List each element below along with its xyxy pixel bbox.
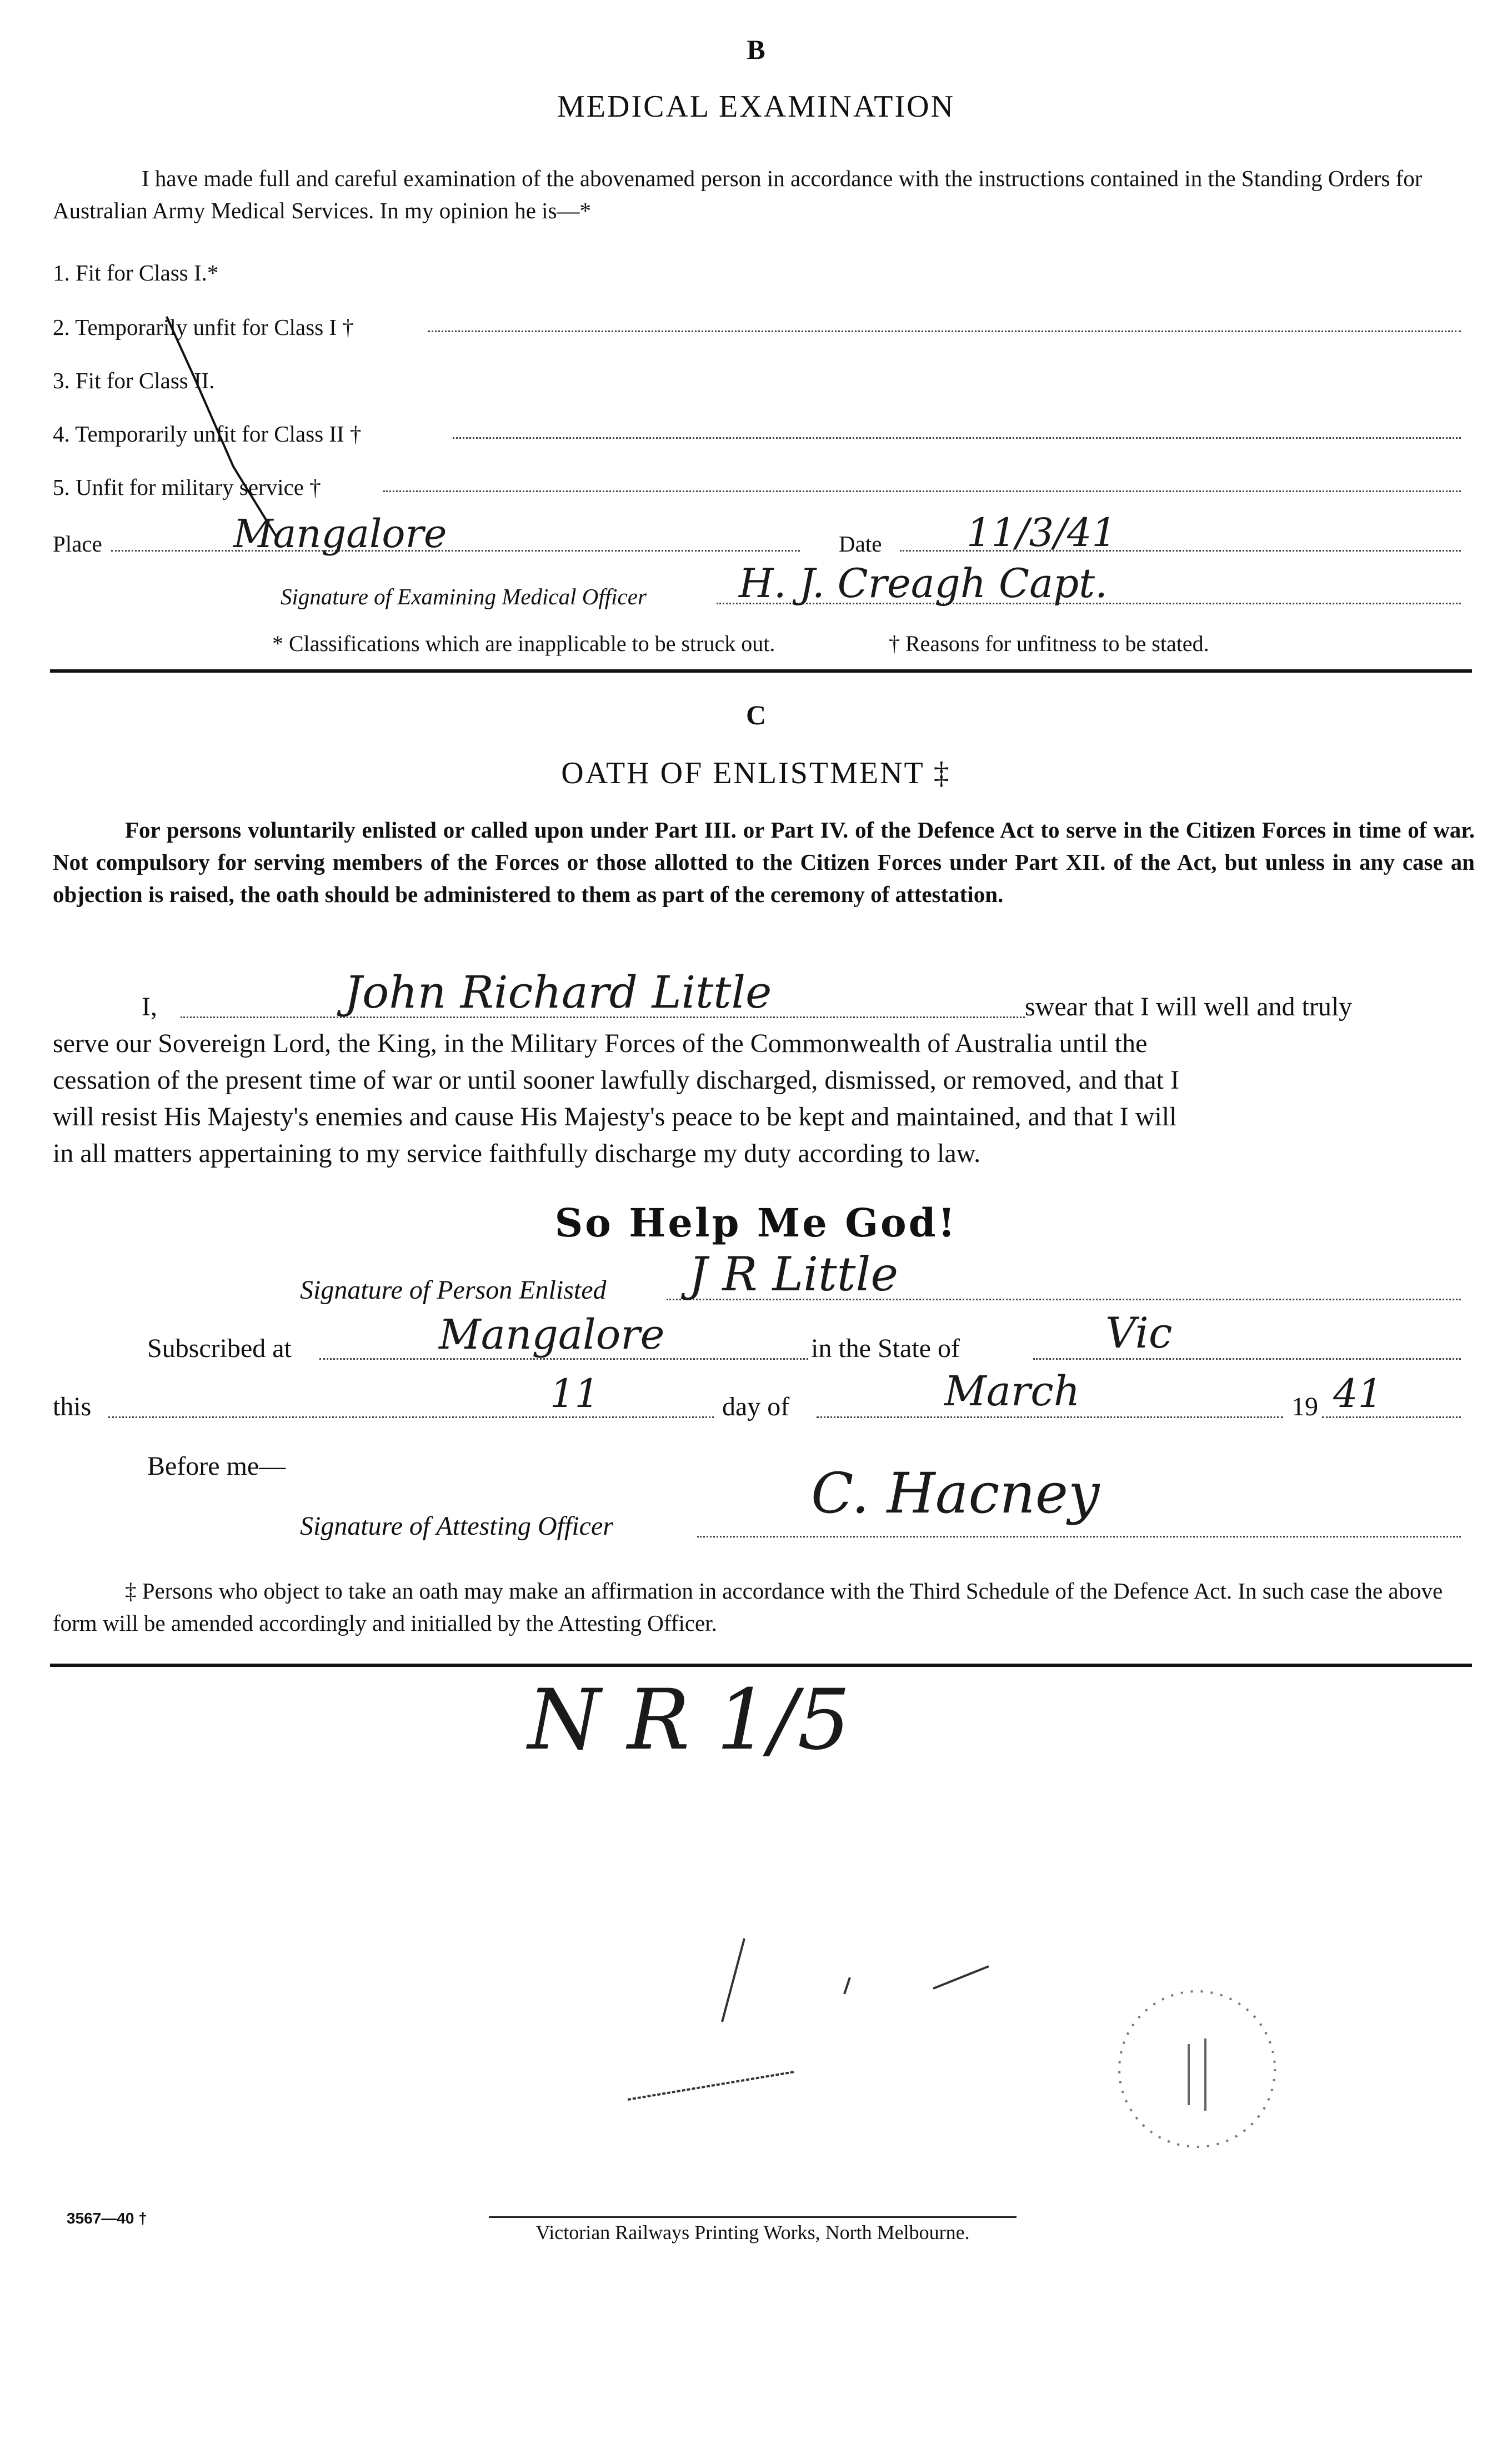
- place-value: Mangalore: [233, 511, 447, 557]
- section-b-letter: B: [747, 34, 765, 65]
- place-line: [111, 550, 800, 552]
- affirmation-footnote: ‡ Persons who object to take an oath may make an affirmation in accordance with the Third Schedule of the Defence Act. In such case the above form will be amended accordingly and initialled by the Attesting Officer.: [53, 1578, 1443, 1636]
- faint-stamp-mark: [1105, 1977, 1289, 2161]
- footnote-classifications: * Classifications which are inapplicable to be struck out.: [272, 631, 775, 656]
- person-enlisted-signature: J R Little: [689, 1247, 899, 1301]
- class-item-1: 1. Fit for Class I.*: [53, 260, 219, 286]
- handwritten-initials: N R 1/5: [528, 1672, 850, 1769]
- attesting-officer-line: [697, 1536, 1461, 1537]
- oath-line-3: will resist His Majesty's enemies and cause His Majesty's peace to be kept and maintained, and that I will: [53, 1102, 1177, 1131]
- class-item-2: 2. Temporarily unfit for Class I †: [53, 314, 354, 340]
- oath-name-signature: John Richard Little: [344, 966, 772, 1018]
- oath-line-1: serve our Sovereign Lord, the King, in the Military Forces of the Commonwealth of Australia until the: [53, 1029, 1148, 1058]
- form-number: 3567—40 †: [67, 2210, 147, 2227]
- day-value: 11: [550, 1371, 600, 1416]
- place-label: Place: [53, 531, 102, 557]
- oath-swear: swear that I will well and truly: [1025, 992, 1353, 1021]
- date-label: Date: [839, 531, 882, 557]
- day-line: [108, 1416, 714, 1418]
- state-line: [1033, 1358, 1461, 1360]
- attesting-officer-label: Signature of Attesting Officer: [300, 1511, 613, 1541]
- section-b-title: MEDICAL EXAMINATION: [557, 89, 955, 124]
- year-prefix: 19: [1291, 1392, 1318, 1421]
- oath-line-4: in all matters appertaining to my service faithfully discharge my duty according to law.: [53, 1139, 981, 1168]
- section-divider-2: [50, 1664, 1472, 1667]
- section-c-letter: C: [745, 699, 767, 730]
- class-item-3: 3. Fit for Class II.: [53, 368, 215, 393]
- state-value: Vic: [1105, 1308, 1173, 1358]
- attesting-officer-signature: C. Hacney: [811, 1461, 1100, 1526]
- subscribed-at-value: Mangalore: [439, 1311, 665, 1359]
- year-line: [1322, 1416, 1461, 1418]
- class-item-2-line: [428, 330, 1461, 332]
- person-enlisted-label: Signature of Person Enlisted: [300, 1275, 607, 1305]
- date-value: 11/3/41: [967, 510, 1117, 555]
- day-of-label: day of: [722, 1392, 790, 1421]
- before-me: Before me—: [147, 1451, 286, 1481]
- class-item-5-line: [383, 490, 1461, 492]
- subscribed-at-label: Subscribed at: [147, 1334, 292, 1363]
- year-value: 41: [1333, 1371, 1383, 1416]
- class-item-4: 4. Temporarily unfit for Class II †: [53, 421, 362, 447]
- examining-officer-signature: H. J. Creagh Capt.: [739, 560, 1108, 607]
- class-item-4-line: [453, 437, 1461, 439]
- month-value: March: [944, 1368, 1080, 1415]
- state-label: in the State of: [811, 1334, 960, 1363]
- oath-intro: For persons voluntarily enlisted or called upon under Part III. or Part IV. of the Defence Act to serve in the Citizen Forces in time of war. Not compulsory for serving members of the Forces or those allotted to the Citizen Forces under Part XII. of the Act, but unless in any case an objection is raised, the oath should be administered to them as part of the ceremony of attestation.: [53, 817, 1475, 907]
- printer-rule: [489, 2216, 1017, 2218]
- oath-i: I,: [142, 992, 157, 1021]
- so-help-me-god: So Help Me God!: [554, 1200, 958, 1246]
- section-divider-1: [50, 669, 1472, 673]
- medical-intro: I have made full and careful examination of the abovenamed person in accordance with the instructions contained in the Standing Orders for Australian Army Medical Services. In my opinion he is—*: [53, 166, 1423, 223]
- this-label: this: [53, 1392, 92, 1421]
- oath-line-2: cessation of the present time of war or until sooner lawfully discharged, dismissed, or removed, and that I: [53, 1065, 1179, 1095]
- section-c-title: OATH OF ENLISTMENT ‡: [561, 756, 951, 790]
- strike-through-mark: [133, 311, 300, 544]
- footnote-reasons: † Reasons for unfitness to be stated.: [889, 631, 1209, 656]
- examining-officer-label: Signature of Examining Medical Officer: [281, 584, 647, 609]
- class-item-5: 5. Unfit for military service †: [53, 474, 321, 500]
- printer-credit: Victorian Railways Printing Works, North Melbourne.: [535, 2221, 970, 2243]
- stray-pen-marks: [611, 1933, 1000, 2111]
- month-line: [817, 1416, 1283, 1418]
